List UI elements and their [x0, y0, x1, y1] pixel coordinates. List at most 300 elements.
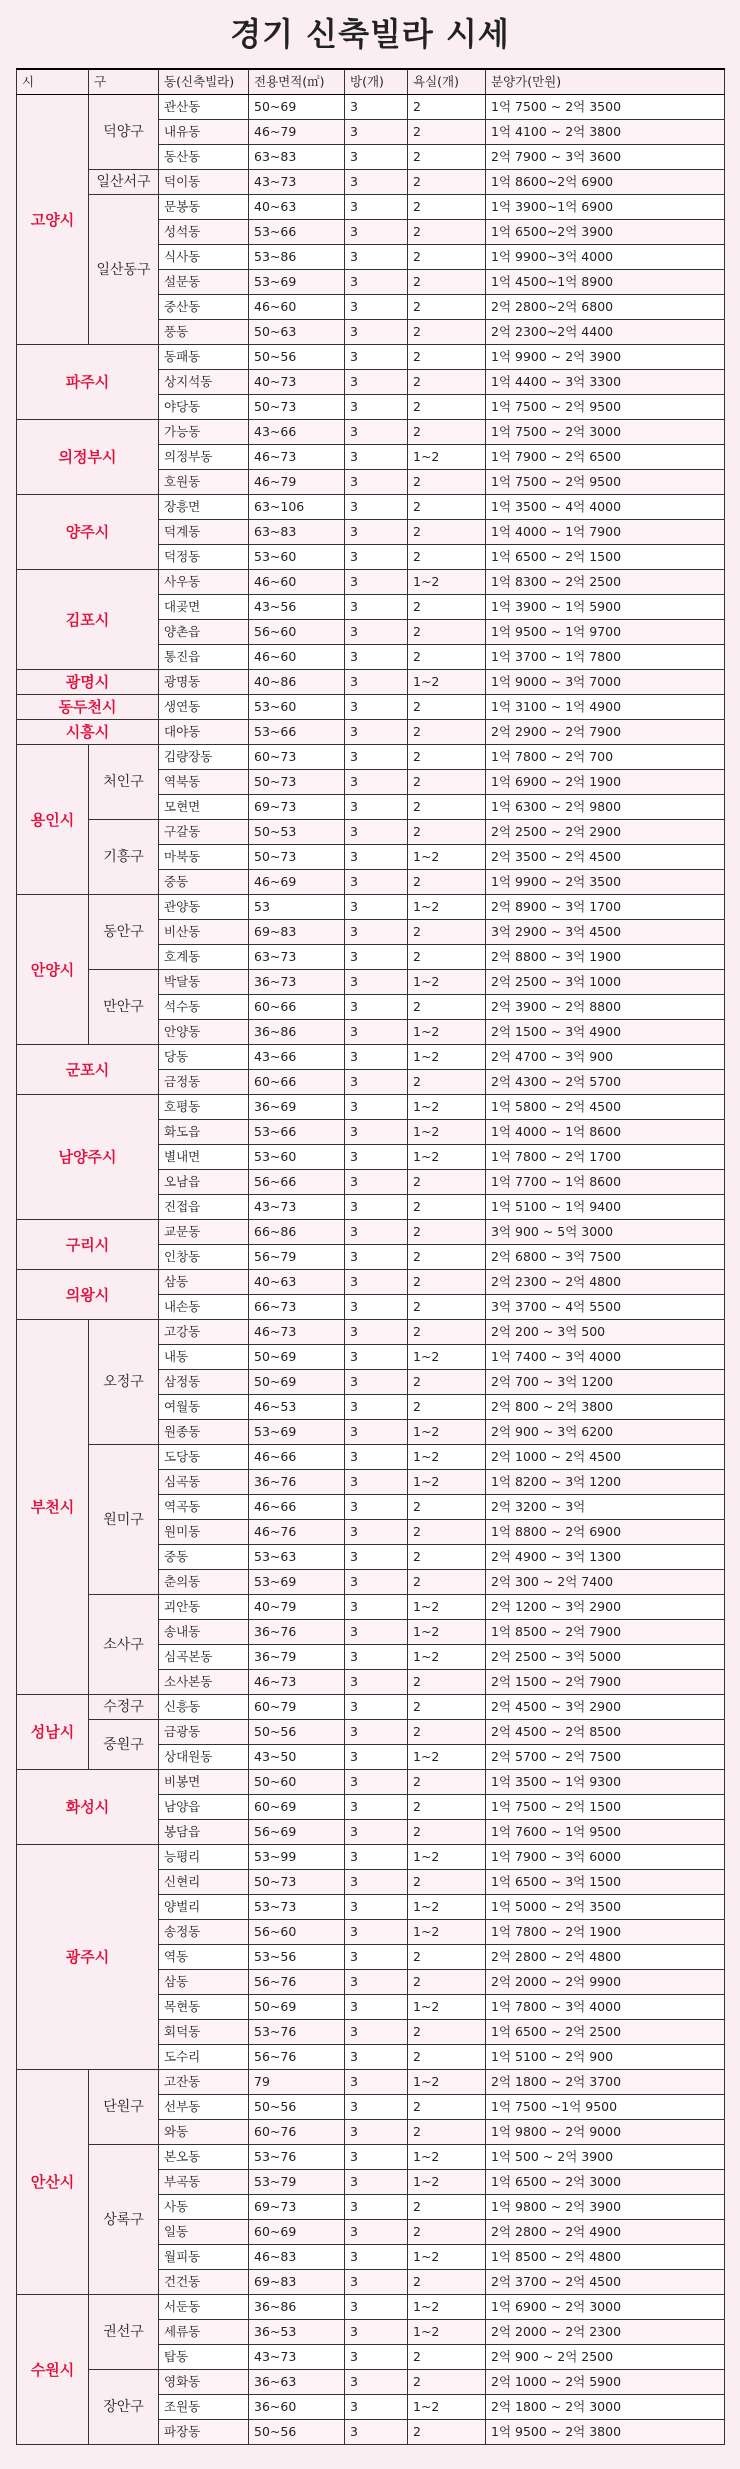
table-body — [17, 95, 725, 2445]
area-cell: 53~60 — [249, 1145, 345, 1170]
table-row — [17, 695, 725, 720]
header-baths: 욕실(개) — [408, 69, 486, 95]
baths-cell: 2 — [408, 2120, 486, 2145]
price-cell: 1억 4000 ~ 1억 8600 — [486, 1120, 725, 1145]
area-cell: 53~66 — [249, 1120, 345, 1145]
price-cell: 2억 2800~2억 6800 — [486, 295, 725, 320]
rooms-cell: 3 — [345, 1045, 408, 1070]
price-cell: 1억 9500 ~ 2억 3800 — [486, 2420, 725, 2445]
rooms-cell: 3 — [345, 2095, 408, 2120]
price-cell: 1억 9800 ~ 2억 3900 — [486, 2195, 725, 2220]
price-cell: 1억 3500 ~ 4억 4000 — [486, 495, 725, 520]
table-row — [17, 1220, 725, 1245]
area-cell: 53~73 — [249, 1895, 345, 1920]
baths-cell: 2 — [408, 1195, 486, 1220]
rooms-cell: 3 — [345, 620, 408, 645]
price-cell: 1억 7800 ~ 2억 1900 — [486, 1920, 725, 1945]
area-cell: 66~86 — [249, 1220, 345, 1245]
area-cell: 36~86 — [249, 1020, 345, 1045]
baths-cell: 2 — [408, 145, 486, 170]
price-cell: 1억 7500 ~1억 9500 — [486, 2095, 725, 2120]
dong-cell: 사동 — [159, 2195, 249, 2220]
district-cell: 장안구 — [89, 2370, 159, 2445]
baths-cell: 1~2 — [408, 2245, 486, 2270]
rooms-cell: 3 — [345, 1020, 408, 1045]
dong-cell: 여월동 — [159, 1395, 249, 1420]
table-row — [17, 1445, 725, 1470]
dong-cell: 오남읍 — [159, 1170, 249, 1195]
dong-cell: 송내동 — [159, 1620, 249, 1645]
price-cell: 2억 900 ~ 3억 6200 — [486, 1420, 725, 1445]
baths-cell: 2 — [408, 620, 486, 645]
rooms-cell: 3 — [345, 1520, 408, 1545]
area-cell: 69~73 — [249, 795, 345, 820]
dong-cell: 월피동 — [159, 2245, 249, 2270]
baths-cell: 2 — [408, 345, 486, 370]
district-cell: 처인구 — [89, 745, 159, 820]
area-cell: 43~50 — [249, 1745, 345, 1770]
dong-cell: 교문동 — [159, 1220, 249, 1245]
dong-cell: 통진읍 — [159, 645, 249, 670]
district-cell: 일산동구 — [89, 195, 159, 345]
rooms-cell: 3 — [345, 1795, 408, 1820]
baths-cell: 1~2 — [408, 1120, 486, 1145]
dong-cell: 양벌리 — [159, 1895, 249, 1920]
rooms-cell: 3 — [345, 170, 408, 195]
price-cell: 2억 3900 ~ 2억 8800 — [486, 995, 725, 1020]
area-cell: 40~86 — [249, 670, 345, 695]
baths-cell: 2 — [408, 1520, 486, 1545]
rooms-cell: 3 — [345, 2420, 408, 2445]
baths-cell: 2 — [408, 1795, 486, 1820]
area-cell: 53~63 — [249, 1545, 345, 1570]
rooms-cell: 3 — [345, 1620, 408, 1645]
price-cell: 2억 4500 ~ 2억 8500 — [486, 1720, 725, 1745]
rooms-cell: 3 — [345, 2120, 408, 2145]
baths-cell: 2 — [408, 1370, 486, 1395]
baths-cell: 2 — [408, 1220, 486, 1245]
price-cell: 1억 6300 ~ 2억 9800 — [486, 795, 725, 820]
area-cell: 63~83 — [249, 145, 345, 170]
rooms-cell: 3 — [345, 1170, 408, 1195]
baths-cell: 1~2 — [408, 1470, 486, 1495]
baths-cell: 2 — [408, 920, 486, 945]
rooms-cell: 3 — [345, 1945, 408, 1970]
baths-cell: 2 — [408, 1970, 486, 1995]
dong-cell: 덕정동 — [159, 545, 249, 570]
table-row — [17, 1320, 725, 1345]
dong-cell: 원미동 — [159, 1520, 249, 1545]
table-row — [17, 1695, 725, 1720]
baths-cell: 1~2 — [408, 845, 486, 870]
baths-cell: 2 — [408, 1270, 486, 1295]
price-cell: 1억 6500~2억 3900 — [486, 220, 725, 245]
rooms-cell: 3 — [345, 2070, 408, 2095]
price-cell: 1억 4000 ~ 1억 7900 — [486, 520, 725, 545]
rooms-cell: 3 — [345, 995, 408, 1020]
table-row — [17, 1770, 725, 1795]
dong-cell: 당동 — [159, 1045, 249, 1070]
price-cell: 1억 8500 ~ 2억 4800 — [486, 2245, 725, 2270]
dong-cell: 김량장동 — [159, 745, 249, 770]
area-cell: 63~106 — [249, 495, 345, 520]
area-cell: 46~60 — [249, 295, 345, 320]
table-row — [17, 1845, 725, 1870]
dong-cell: 심곡동 — [159, 1470, 249, 1495]
dong-cell: 식사동 — [159, 245, 249, 270]
baths-cell: 1~2 — [408, 445, 486, 470]
baths-cell: 1~2 — [408, 2320, 486, 2345]
rooms-cell: 3 — [345, 1920, 408, 1945]
baths-cell: 1~2 — [408, 1145, 486, 1170]
dong-cell: 상지석동 — [159, 370, 249, 395]
city-cell: 부천시 — [17, 1320, 89, 1695]
dong-cell: 문봉동 — [159, 195, 249, 220]
price-cell: 2억 2500 ~ 3억 5000 — [486, 1645, 725, 1670]
dong-cell: 중동 — [159, 870, 249, 895]
rooms-cell: 3 — [345, 495, 408, 520]
dong-cell: 금정동 — [159, 1070, 249, 1095]
area-cell: 36~76 — [249, 1620, 345, 1645]
area-cell: 50~73 — [249, 845, 345, 870]
area-cell: 46~66 — [249, 1495, 345, 1520]
price-cell: 1억 4500~1억 8900 — [486, 270, 725, 295]
baths-cell: 2 — [408, 495, 486, 520]
dong-cell: 동패동 — [159, 345, 249, 370]
area-cell: 46~66 — [249, 1445, 345, 1470]
rooms-cell: 3 — [345, 195, 408, 220]
area-cell: 50~69 — [249, 1995, 345, 2020]
area-cell: 53 — [249, 895, 345, 920]
table-row — [17, 720, 725, 745]
baths-cell: 2 — [408, 695, 486, 720]
baths-cell: 2 — [408, 1945, 486, 1970]
dong-cell: 광명동 — [159, 670, 249, 695]
baths-cell: 1~2 — [408, 2295, 486, 2320]
area-cell: 53~99 — [249, 1845, 345, 1870]
dong-cell: 설문동 — [159, 270, 249, 295]
baths-cell: 2 — [408, 2345, 486, 2370]
table-row — [17, 1720, 725, 1745]
rooms-cell: 3 — [345, 1370, 408, 1395]
price-cell: 1억 8800 ~ 2억 6900 — [486, 1520, 725, 1545]
city-cell: 의정부시 — [17, 420, 159, 495]
baths-cell: 1~2 — [408, 970, 486, 995]
rooms-cell: 3 — [345, 1645, 408, 1670]
dong-cell: 내유동 — [159, 120, 249, 145]
rooms-cell: 3 — [345, 845, 408, 870]
price-cell: 1억 9500 ~ 1억 9700 — [486, 620, 725, 645]
area-cell: 56~76 — [249, 2045, 345, 2070]
rooms-cell: 3 — [345, 1570, 408, 1595]
rooms-cell: 3 — [345, 1220, 408, 1245]
price-cell: 1억 3100 ~ 1억 4900 — [486, 695, 725, 720]
baths-cell: 2 — [408, 1770, 486, 1795]
district-cell: 만안구 — [89, 970, 159, 1045]
district-cell: 오정구 — [89, 1320, 159, 1445]
price-cell: 1억 6500 ~ 2억 2500 — [486, 2020, 725, 2045]
area-cell: 56~76 — [249, 1970, 345, 1995]
price-cell: 1억 4400 ~ 3억 3300 — [486, 370, 725, 395]
rooms-cell: 3 — [345, 820, 408, 845]
area-cell: 50~73 — [249, 1870, 345, 1895]
header-rooms: 방(개) — [345, 69, 408, 95]
price-cell: 1억 3900~1억 6900 — [486, 195, 725, 220]
baths-cell: 1~2 — [408, 1995, 486, 2020]
area-cell: 69~83 — [249, 920, 345, 945]
baths-cell: 2 — [408, 595, 486, 620]
area-cell: 60~69 — [249, 2220, 345, 2245]
area-cell: 36~60 — [249, 2395, 345, 2420]
city-cell: 고양시 — [17, 95, 89, 345]
dong-cell: 대야동 — [159, 720, 249, 745]
area-cell: 40~63 — [249, 1270, 345, 1295]
baths-cell: 1~2 — [408, 570, 486, 595]
dong-cell: 역동 — [159, 1945, 249, 1970]
baths-cell: 2 — [408, 945, 486, 970]
price-cell: 1억 8500 ~ 2억 7900 — [486, 1620, 725, 1645]
rooms-cell: 3 — [345, 745, 408, 770]
price-cell: 1억 6500 ~ 2억 1500 — [486, 545, 725, 570]
price-cell: 1억 6500 ~ 2억 3000 — [486, 2170, 725, 2195]
rooms-cell: 3 — [345, 1595, 408, 1620]
price-cell: 1억 8200 ~ 3억 1200 — [486, 1470, 725, 1495]
baths-cell: 1~2 — [408, 1445, 486, 1470]
area-cell: 50~56 — [249, 1720, 345, 1745]
district-cell: 소사구 — [89, 1595, 159, 1695]
dong-cell: 신현리 — [159, 1870, 249, 1895]
dong-cell: 고잔동 — [159, 2070, 249, 2095]
rooms-cell: 3 — [345, 1270, 408, 1295]
rooms-cell: 3 — [345, 1320, 408, 1345]
area-cell: 50~53 — [249, 820, 345, 845]
district-cell: 기흥구 — [89, 820, 159, 895]
baths-cell: 2 — [408, 720, 486, 745]
price-cell: 1억 7700 ~ 1억 8600 — [486, 1170, 725, 1195]
baths-cell: 2 — [408, 220, 486, 245]
rooms-cell: 3 — [345, 670, 408, 695]
dong-cell: 호평동 — [159, 1095, 249, 1120]
rooms-cell: 3 — [345, 470, 408, 495]
price-cell: 2억 2000 ~ 2억 2300 — [486, 2320, 725, 2345]
price-cell: 2억 4700 ~ 3억 900 — [486, 1045, 725, 1070]
baths-cell: 2 — [408, 1695, 486, 1720]
dong-cell: 인창동 — [159, 1245, 249, 1270]
city-cell: 의왕시 — [17, 1270, 159, 1320]
baths-cell: 2 — [408, 1395, 486, 1420]
price-cell: 1억 9000 ~ 3억 7000 — [486, 670, 725, 695]
price-cell: 2억 800 ~ 2억 3800 — [486, 1395, 725, 1420]
rooms-cell: 3 — [345, 520, 408, 545]
dong-cell: 삼동 — [159, 1970, 249, 1995]
district-cell: 단원구 — [89, 2070, 159, 2145]
dong-cell: 목현동 — [159, 1995, 249, 2020]
rooms-cell: 3 — [345, 445, 408, 470]
page-title: 경기 신축빌라 시세 — [230, 15, 510, 53]
table-row — [17, 570, 725, 595]
rooms-cell: 3 — [345, 120, 408, 145]
price-cell: 2억 1500 ~ 3억 4900 — [486, 1020, 725, 1045]
baths-cell: 1~2 — [408, 1020, 486, 1045]
area-cell: 46~73 — [249, 445, 345, 470]
area-cell: 60~73 — [249, 745, 345, 770]
area-cell: 36~53 — [249, 2320, 345, 2345]
rooms-cell: 3 — [345, 645, 408, 670]
price-cell: 1억 8300 ~ 2억 2500 — [486, 570, 725, 595]
area-cell: 53~60 — [249, 545, 345, 570]
area-cell: 60~66 — [249, 1070, 345, 1095]
area-cell: 53~69 — [249, 1570, 345, 1595]
area-cell: 53~66 — [249, 720, 345, 745]
rooms-cell: 3 — [345, 145, 408, 170]
price-cell: 2억 4900 ~ 3억 1300 — [486, 1545, 725, 1570]
rooms-cell: 3 — [345, 295, 408, 320]
dong-cell: 도당동 — [159, 1445, 249, 1470]
baths-cell: 2 — [408, 645, 486, 670]
table-row — [17, 970, 725, 995]
rooms-cell: 3 — [345, 1545, 408, 1570]
dong-cell: 호원동 — [159, 470, 249, 495]
table-row — [17, 2370, 725, 2395]
dong-cell: 모현면 — [159, 795, 249, 820]
area-cell: 43~56 — [249, 595, 345, 620]
baths-cell: 1~2 — [408, 1645, 486, 1670]
table-row — [17, 1095, 725, 1120]
area-cell: 50~69 — [249, 1345, 345, 1370]
price-cell: 2억 3700 ~ 2억 4500 — [486, 2270, 725, 2295]
rooms-cell: 3 — [345, 1470, 408, 1495]
price-cell: 1억 7800 ~ 2억 1700 — [486, 1145, 725, 1170]
baths-cell: 2 — [408, 1545, 486, 1570]
area-cell: 36~73 — [249, 970, 345, 995]
dong-cell: 덕이동 — [159, 170, 249, 195]
area-cell: 43~66 — [249, 1045, 345, 1070]
baths-cell: 1~2 — [408, 1620, 486, 1645]
price-cell: 2억 2300~2억 4400 — [486, 320, 725, 345]
dong-cell: 야당동 — [159, 395, 249, 420]
baths-cell: 2 — [408, 520, 486, 545]
area-cell: 46~60 — [249, 645, 345, 670]
area-cell: 36~76 — [249, 1470, 345, 1495]
rooms-cell: 3 — [345, 2395, 408, 2420]
rooms-cell: 3 — [345, 1870, 408, 1895]
dong-cell: 와동 — [159, 2120, 249, 2145]
area-cell: 40~73 — [249, 370, 345, 395]
price-cell: 1억 5100 ~ 2억 900 — [486, 2045, 725, 2070]
price-cell: 3억 900 ~ 5억 3000 — [486, 1220, 725, 1245]
dong-cell: 성석동 — [159, 220, 249, 245]
rooms-cell: 3 — [345, 970, 408, 995]
area-cell: 46~60 — [249, 570, 345, 595]
dong-cell: 남양읍 — [159, 1795, 249, 1820]
dong-cell: 금광동 — [159, 1720, 249, 1745]
price-cell: 2억 700 ~ 3억 1200 — [486, 1370, 725, 1395]
price-cell: 1억 7800 ~ 2억 700 — [486, 745, 725, 770]
rooms-cell: 3 — [345, 2370, 408, 2395]
baths-cell: 2 — [408, 245, 486, 270]
rooms-cell: 3 — [345, 220, 408, 245]
dong-cell: 대곶면 — [159, 595, 249, 620]
dong-cell: 호계동 — [159, 945, 249, 970]
table-row — [17, 420, 725, 445]
header-price: 분양가(만원) — [486, 69, 725, 95]
price-cell: 1억 6900 ~ 2억 3000 — [486, 2295, 725, 2320]
area-cell: 46~79 — [249, 470, 345, 495]
price-cell: 3억 2900 ~ 3억 4500 — [486, 920, 725, 945]
area-cell: 36~69 — [249, 1095, 345, 1120]
price-cell: 1억 4100 ~ 2억 3800 — [486, 120, 725, 145]
baths-cell: 2 — [408, 2195, 486, 2220]
baths-cell: 2 — [408, 995, 486, 1020]
header-row — [17, 69, 725, 95]
price-cell: 2억 1000 ~ 2억 5900 — [486, 2370, 725, 2395]
area-cell: 53~76 — [249, 2020, 345, 2045]
rooms-cell: 3 — [345, 1095, 408, 1120]
dong-cell: 탑동 — [159, 2345, 249, 2370]
baths-cell: 1~2 — [408, 2170, 486, 2195]
dong-cell: 영화동 — [159, 2370, 249, 2395]
area-cell: 50~73 — [249, 770, 345, 795]
rooms-cell: 3 — [345, 1695, 408, 1720]
baths-cell: 2 — [408, 470, 486, 495]
rooms-cell: 3 — [345, 570, 408, 595]
dong-cell: 역곡동 — [159, 1495, 249, 1520]
area-cell: 43~73 — [249, 170, 345, 195]
price-cell: 1억 3500 ~ 1억 9300 — [486, 1770, 725, 1795]
price-cell: 1억 8600~2억 6900 — [486, 170, 725, 195]
baths-cell: 2 — [408, 770, 486, 795]
dong-cell: 회덕동 — [159, 2020, 249, 2045]
price-cell: 3억 3700 ~ 4억 5500 — [486, 1295, 725, 1320]
area-cell: 60~66 — [249, 995, 345, 1020]
price-cell: 1억 6500 ~ 3억 1500 — [486, 1870, 725, 1895]
baths-cell: 2 — [408, 1070, 486, 1095]
price-cell: 2억 2300 ~ 2억 4800 — [486, 1270, 725, 1295]
dong-cell: 건건동 — [159, 2270, 249, 2295]
price-cell: 2억 4500 ~ 3억 2900 — [486, 1695, 725, 1720]
table-row — [17, 2295, 725, 2320]
price-cell: 2억 1500 ~ 2억 7900 — [486, 1670, 725, 1695]
header-area: 전용면적(㎡) — [249, 69, 345, 95]
dong-cell: 조원동 — [159, 2395, 249, 2420]
area-cell: 50~56 — [249, 2095, 345, 2120]
rooms-cell: 3 — [345, 1445, 408, 1470]
area-cell: 50~56 — [249, 2420, 345, 2445]
area-cell: 43~66 — [249, 420, 345, 445]
baths-cell: 1~2 — [408, 895, 486, 920]
baths-cell: 2 — [408, 1295, 486, 1320]
rooms-cell: 3 — [345, 1195, 408, 1220]
baths-cell: 1~2 — [408, 1745, 486, 1770]
rooms-cell: 3 — [345, 2295, 408, 2320]
city-cell: 광주시 — [17, 1845, 159, 2070]
rooms-cell: 3 — [345, 1720, 408, 1745]
price-cell: 1억 5000 ~ 2억 3500 — [486, 1895, 725, 1920]
price-cell: 1억 7600 ~ 1억 9500 — [486, 1820, 725, 1845]
baths-cell: 1~2 — [408, 2395, 486, 2420]
area-cell: 40~63 — [249, 195, 345, 220]
price-cell: 2억 7900 ~ 3억 3600 — [486, 145, 725, 170]
rooms-cell: 3 — [345, 795, 408, 820]
table-row — [17, 2070, 725, 2095]
baths-cell: 2 — [408, 1720, 486, 1745]
baths-cell: 2 — [408, 2420, 486, 2445]
dong-cell: 석수동 — [159, 995, 249, 1020]
baths-cell: 1~2 — [408, 1920, 486, 1945]
baths-cell: 1~2 — [408, 1345, 486, 1370]
dong-cell: 신흥동 — [159, 1695, 249, 1720]
dong-cell: 송정동 — [159, 1920, 249, 1945]
